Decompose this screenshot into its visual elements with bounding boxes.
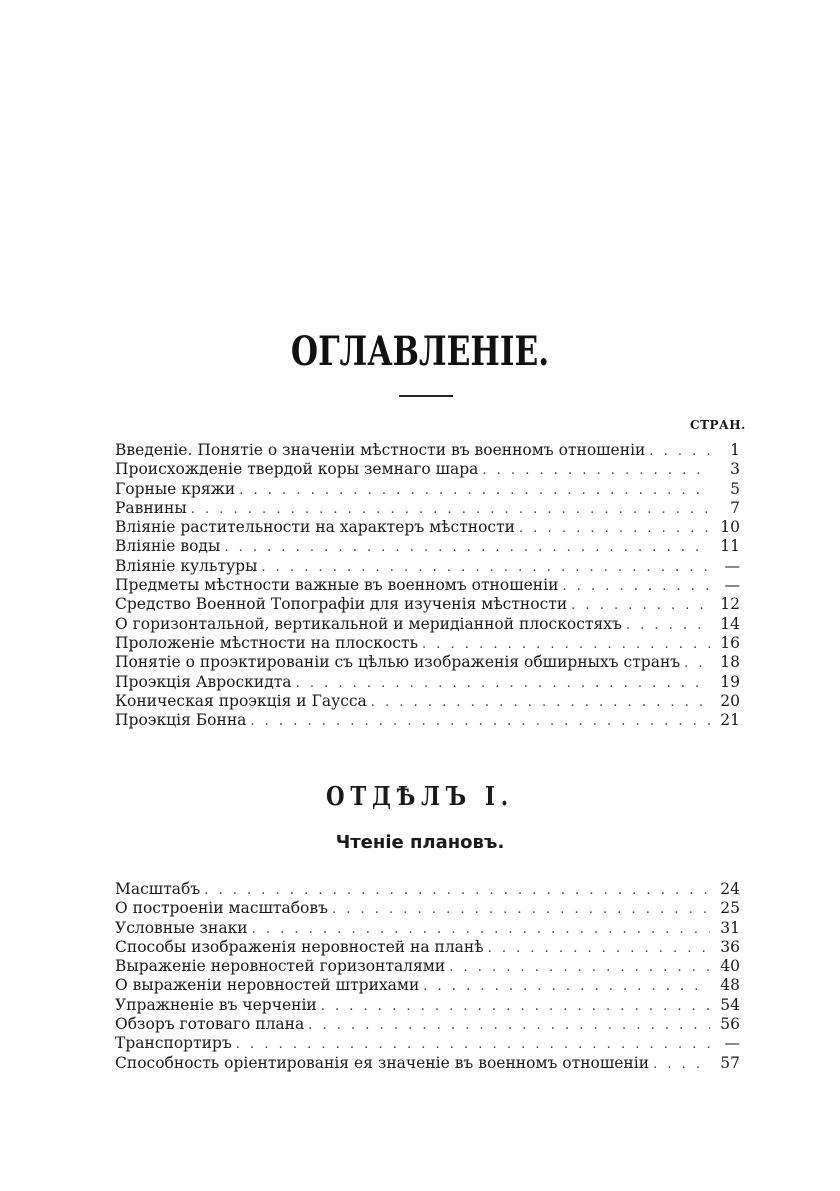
- toc-entry: [115, 634, 740, 653]
- toc-entry-page: 14: [720, 614, 740, 633]
- toc-entry: [115, 537, 740, 556]
- toc-entry-title: Предметы мѣстности важные въ военномъ отношеніи: [115, 576, 559, 595]
- dot-leader: [321, 997, 710, 1015]
- toc-entry-title: Проложеніе мѣстности на плоскость: [115, 633, 419, 652]
- toc-entry-page: 1: [730, 441, 740, 459]
- toc-entry-page: 24: [720, 880, 740, 898]
- dot-leader: [423, 977, 710, 995]
- toc-entry: [115, 653, 740, 672]
- toc-entry: [115, 557, 740, 576]
- toc-entry: [115, 595, 740, 614]
- toc-entry: [115, 692, 740, 711]
- toc-entry-page: —: [724, 576, 740, 595]
- intro-toc-list: [115, 441, 740, 730]
- toc-entry: [115, 938, 740, 957]
- dot-leader: [296, 674, 710, 692]
- dot-leader: [626, 616, 710, 634]
- toc-entry-page: —: [724, 556, 740, 575]
- toc-entry-title: О построеніи масштабовъ: [115, 899, 328, 918]
- toc-entry-page: —: [724, 1034, 740, 1053]
- dot-leader: [261, 558, 710, 576]
- toc-entry-page: 19: [720, 672, 740, 691]
- toc-entry-title: Вліяніе воды: [115, 537, 221, 556]
- toc-entry-title: Вліяніе растительности на характеръ мѣстности: [115, 518, 516, 537]
- dot-leader: [562, 577, 710, 595]
- toc-entry-title: Выраженіе неровностей горизонталями: [115, 957, 446, 976]
- page-title: ОГЛАВЛЕНІЕ.: [290, 328, 550, 375]
- dot-leader: [482, 461, 710, 479]
- toc-entry: [115, 673, 740, 692]
- dot-leader: [649, 442, 710, 460]
- page-column-header: СТРАН.: [690, 418, 746, 432]
- toc-entry: [115, 957, 740, 976]
- toc-entry: [115, 880, 740, 899]
- dot-leader: [449, 958, 710, 976]
- toc-entry: [115, 1015, 740, 1034]
- dot-leader: [252, 920, 710, 938]
- toc-entry-title: О горизонтальной, вертикальной и меридіанной плоскостяхъ: [115, 614, 622, 633]
- toc-entry: [115, 441, 740, 460]
- toc-entry-page: 10: [720, 518, 740, 537]
- toc-entry-page: 7: [730, 498, 740, 517]
- toc-entry: [115, 976, 740, 995]
- dot-leader: [224, 538, 710, 556]
- dot-leader: [204, 881, 710, 899]
- toc-entry-title: Коническая проэкція и Гаусса: [115, 691, 367, 710]
- dot-leader: [371, 693, 710, 711]
- section-title: ОТДѢЛЪ I.: [326, 782, 514, 812]
- toc-entry-title: Обзоръ готоваго плана: [115, 1015, 305, 1034]
- dot-leader: [422, 635, 710, 653]
- dot-leader: [488, 939, 710, 957]
- toc-entry-page: 31: [720, 918, 740, 937]
- toc-entry-page: 18: [720, 653, 740, 672]
- toc-entry-title: Условные знаки: [115, 918, 248, 937]
- toc-entry-title: Способность оріентированія ея значеніе въ военномъ отношеніи: [115, 1053, 650, 1072]
- toc-entry: [115, 996, 740, 1015]
- toc-entry-title: Проэкція Авроскидта: [115, 672, 292, 691]
- toc-entry: [115, 615, 740, 634]
- toc-entry-page: 54: [720, 995, 740, 1014]
- toc-entry-title: Равнины: [115, 498, 187, 517]
- toc-entry-title: Проэкція Бонна: [115, 711, 247, 730]
- toc-entry-title: Горные кряжи: [115, 479, 236, 498]
- toc-entry-page: 21: [720, 711, 740, 730]
- toc-entry-title: Способы изображенія неровностей на планѣ: [115, 937, 484, 956]
- toc-entry-page: 5: [730, 479, 740, 498]
- section-toc-list: [115, 880, 740, 1073]
- toc-entry: [115, 711, 740, 730]
- toc-entry: [115, 576, 740, 595]
- toc-entry-title: Транспортиръ: [115, 1034, 232, 1053]
- dot-leader: [653, 1055, 710, 1073]
- toc-entry-page: 3: [730, 460, 740, 479]
- toc-entry: [115, 919, 740, 938]
- toc-entry: [115, 518, 740, 537]
- toc-entry-title: Происхожденіе твердой коры земнаго шара: [115, 460, 479, 479]
- dot-leader: [239, 481, 710, 499]
- toc-entry-page: 25: [720, 899, 740, 918]
- dot-leader: [308, 1016, 710, 1034]
- toc-entry-page: 11: [720, 537, 740, 556]
- title-underline: [399, 395, 453, 397]
- toc-entry-page: 57: [720, 1053, 740, 1072]
- toc-entry-title: О выраженіи неровностей штрихами: [115, 976, 420, 995]
- toc-entry-page: 16: [720, 633, 740, 652]
- toc-entry-page: 20: [720, 691, 740, 710]
- toc-entry-title: Вліяніе культуры: [115, 556, 258, 575]
- dot-leader: [332, 900, 710, 918]
- dot-leader: [684, 654, 710, 672]
- toc-entry: [115, 460, 740, 479]
- toc-entry-page: 40: [720, 957, 740, 976]
- dot-leader: [571, 596, 710, 614]
- toc-entry-title: Введеніе. Понятіе о значеніи мѣстности въ военномъ отношеніи: [115, 441, 646, 459]
- toc-entry-title: Понятіе о проэктированіи съ цѣлью изображенія обширныхъ странъ: [115, 653, 681, 672]
- toc-entry-title: Масштабъ: [115, 880, 201, 898]
- dot-leader: [236, 1035, 710, 1053]
- toc-entry: [115, 1054, 740, 1073]
- toc-entry: [115, 899, 740, 918]
- dot-leader: [519, 519, 710, 537]
- toc-entry-title: Упражненіе въ черченіи: [115, 995, 317, 1014]
- dot-leader: [250, 712, 710, 730]
- toc-entry: [115, 1034, 740, 1053]
- toc-entry-page: 12: [720, 595, 740, 614]
- toc-entry-page: 36: [720, 937, 740, 956]
- toc-entry-title: Средство Военной Топографіи для изученія мѣстности: [115, 595, 568, 614]
- section-subtitle: Чтеніе плановъ.: [335, 832, 505, 853]
- toc-entry-page: 56: [720, 1015, 740, 1034]
- dot-leader: [191, 500, 710, 518]
- toc-entry-page: 48: [720, 976, 740, 995]
- toc-entry: [115, 480, 740, 499]
- toc-entry: [115, 499, 740, 518]
